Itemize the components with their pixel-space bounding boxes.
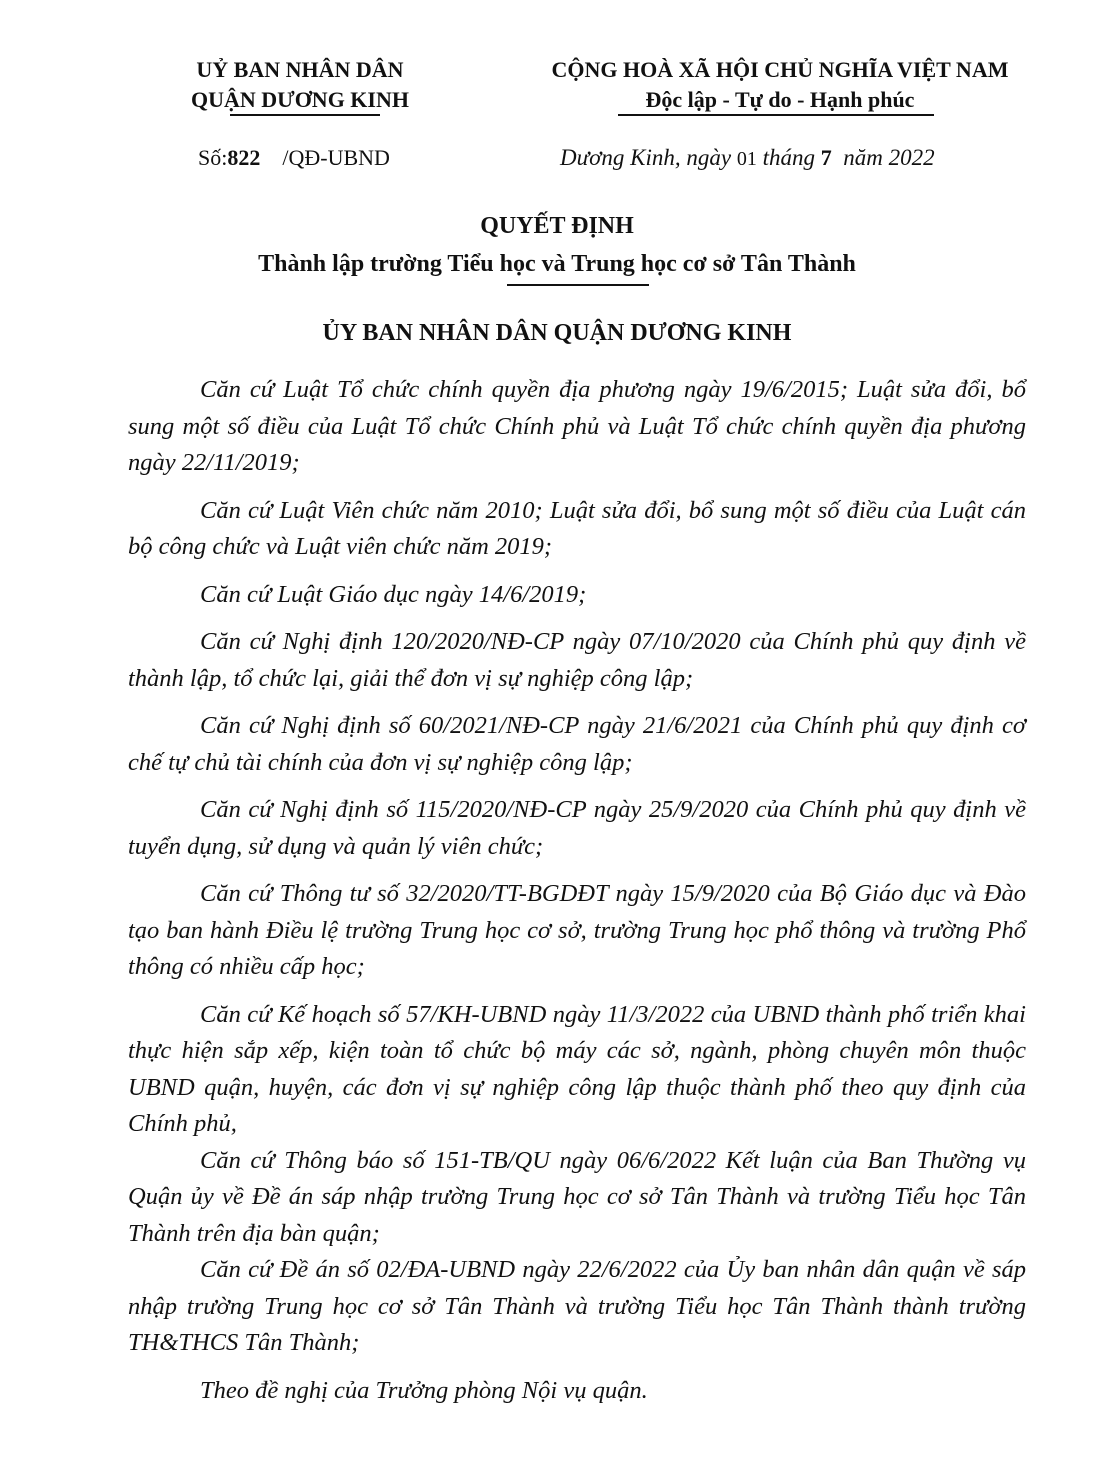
proposal-paragraph: Theo đề nghị của Trưởng phòng Nội vụ quận. bbox=[200, 1376, 648, 1404]
document-subtitle: Thành lập trường Tiểu học và Trung học cơ sở Tân Thành bbox=[258, 251, 856, 277]
document-number bbox=[198, 145, 390, 171]
legal-basis-paragraph: Căn cứ Nghị định số 115/2020/NĐ-CP ngày 25/9/2020 của Chính phủ quy định về tuyển dụng, sử dụng và quản lý viên chức; bbox=[128, 796, 1026, 860]
document-number-suffix: /QĐ-UBND bbox=[282, 145, 390, 170]
national-title: CỘNG HOÀ XÃ HỘI CHỦ NGHĨA VIỆT NAM bbox=[551, 57, 1009, 82]
legal-basis-paragraph: Căn cứ Thông báo số 151-TB/QU ngày 06/6/2022 Kết luận của Ban Thường vụ Quận ủy về Đề án sáp nhập trường Trung học cơ sở Tân Thành và trường Tiểu học Tân Thành trên địa bàn quận; bbox=[128, 1146, 1026, 1247]
legal-basis-paragraph: Căn cứ Thông tư số 32/2020/TT-BGDĐT ngày 15/9/2020 của Bộ Giáo dục và Đào tạo ban hành Điều lệ trường Trung học cơ sở, trường Trung học phổ thông và trường Phổ thông có nhiều cấp học; bbox=[128, 880, 1026, 980]
issuing-authority-line2: QUẬN DƯƠNG KINH bbox=[191, 87, 409, 112]
issue-day: 01 bbox=[736, 148, 757, 170]
document-number-prefix: Số: bbox=[198, 145, 228, 170]
issue-month-word: tháng bbox=[756, 145, 821, 170]
legal-basis-paragraph: Căn cứ Luật Giáo dục ngày 14/6/2019; bbox=[200, 580, 587, 608]
issuing-authority-underline bbox=[230, 114, 380, 116]
national-heading-block bbox=[500, 55, 1060, 115]
national-motto: Độc lập - Tự do - Hạnh phúc bbox=[645, 87, 915, 112]
legal-basis-paragraph: Căn cứ Kế hoạch số 57/KH-UBND ngày 11/3/2022 của UBND thành phố triển khai thực hiện sắp xếp, kiện toàn tổ chức bộ máy các sở, ngành, phòng chuyên môn thuộc UBND quận, huyện, các đơn vị sự nghiệp công lập thuộc thành phố theo quy định của Chính phủ, bbox=[128, 1000, 1026, 1137]
document-title: QUYẾT ĐỊNH bbox=[480, 213, 634, 239]
issue-place: Dương Kinh, ngày bbox=[560, 145, 737, 170]
legal-basis-paragraph: Căn cứ Luật Tổ chức chính quyền địa phương ngày 19/6/2015; Luật sửa đổi, bổ sung một số điều của Luật Tổ chức Chính phủ và Luật Tổ chức chính quyền địa phương ngày 22/11/2019; bbox=[128, 376, 1026, 476]
national-motto-underline bbox=[618, 114, 934, 116]
issue-date bbox=[560, 145, 935, 171]
legal-basis-body bbox=[128, 372, 1026, 1409]
issue-month: 7 bbox=[820, 145, 832, 170]
document-number-value: 822 bbox=[227, 145, 261, 170]
issue-year: năm 2022 bbox=[831, 145, 935, 170]
issuing-authority-line1: UỶ BAN NHÂN DÂN bbox=[196, 57, 404, 82]
legal-basis-paragraph: Căn cứ Đề án số 02/ĐA-UBND ngày 22/6/2022 của Ủy ban nhân dân quận về sáp nhập trường Trung học cơ sở Tân Thành và trường Tiểu học Tân Thành thành trường TH&THCS Tân Thành; bbox=[128, 1256, 1026, 1356]
authority-heading: ỦY BAN NHÂN DÂN QUẬN DƯƠNG KINH bbox=[322, 320, 792, 346]
legal-basis-paragraph: Căn cứ Luật Viên chức năm 2010; Luật sửa đổi, bổ sung một số điều của Luật cán bộ công chức và Luật viên chức năm 2019; bbox=[128, 496, 1026, 560]
subtitle-underline bbox=[507, 284, 649, 286]
issuing-authority-block bbox=[160, 55, 440, 115]
legal-basis-paragraph: Căn cứ Nghị định 120/2020/NĐ-CP ngày 07/10/2020 của Chính phủ quy định về thành lập, tổ chức lại, giải thể đơn vị sự nghiệp công lập; bbox=[128, 628, 1026, 692]
legal-basis-paragraph: Căn cứ Nghị định số 60/2021/NĐ-CP ngày 21/6/2021 của Chính phủ quy định cơ chế tự chủ tài chính của đơn vị sự nghiệp công lập; bbox=[128, 712, 1026, 776]
